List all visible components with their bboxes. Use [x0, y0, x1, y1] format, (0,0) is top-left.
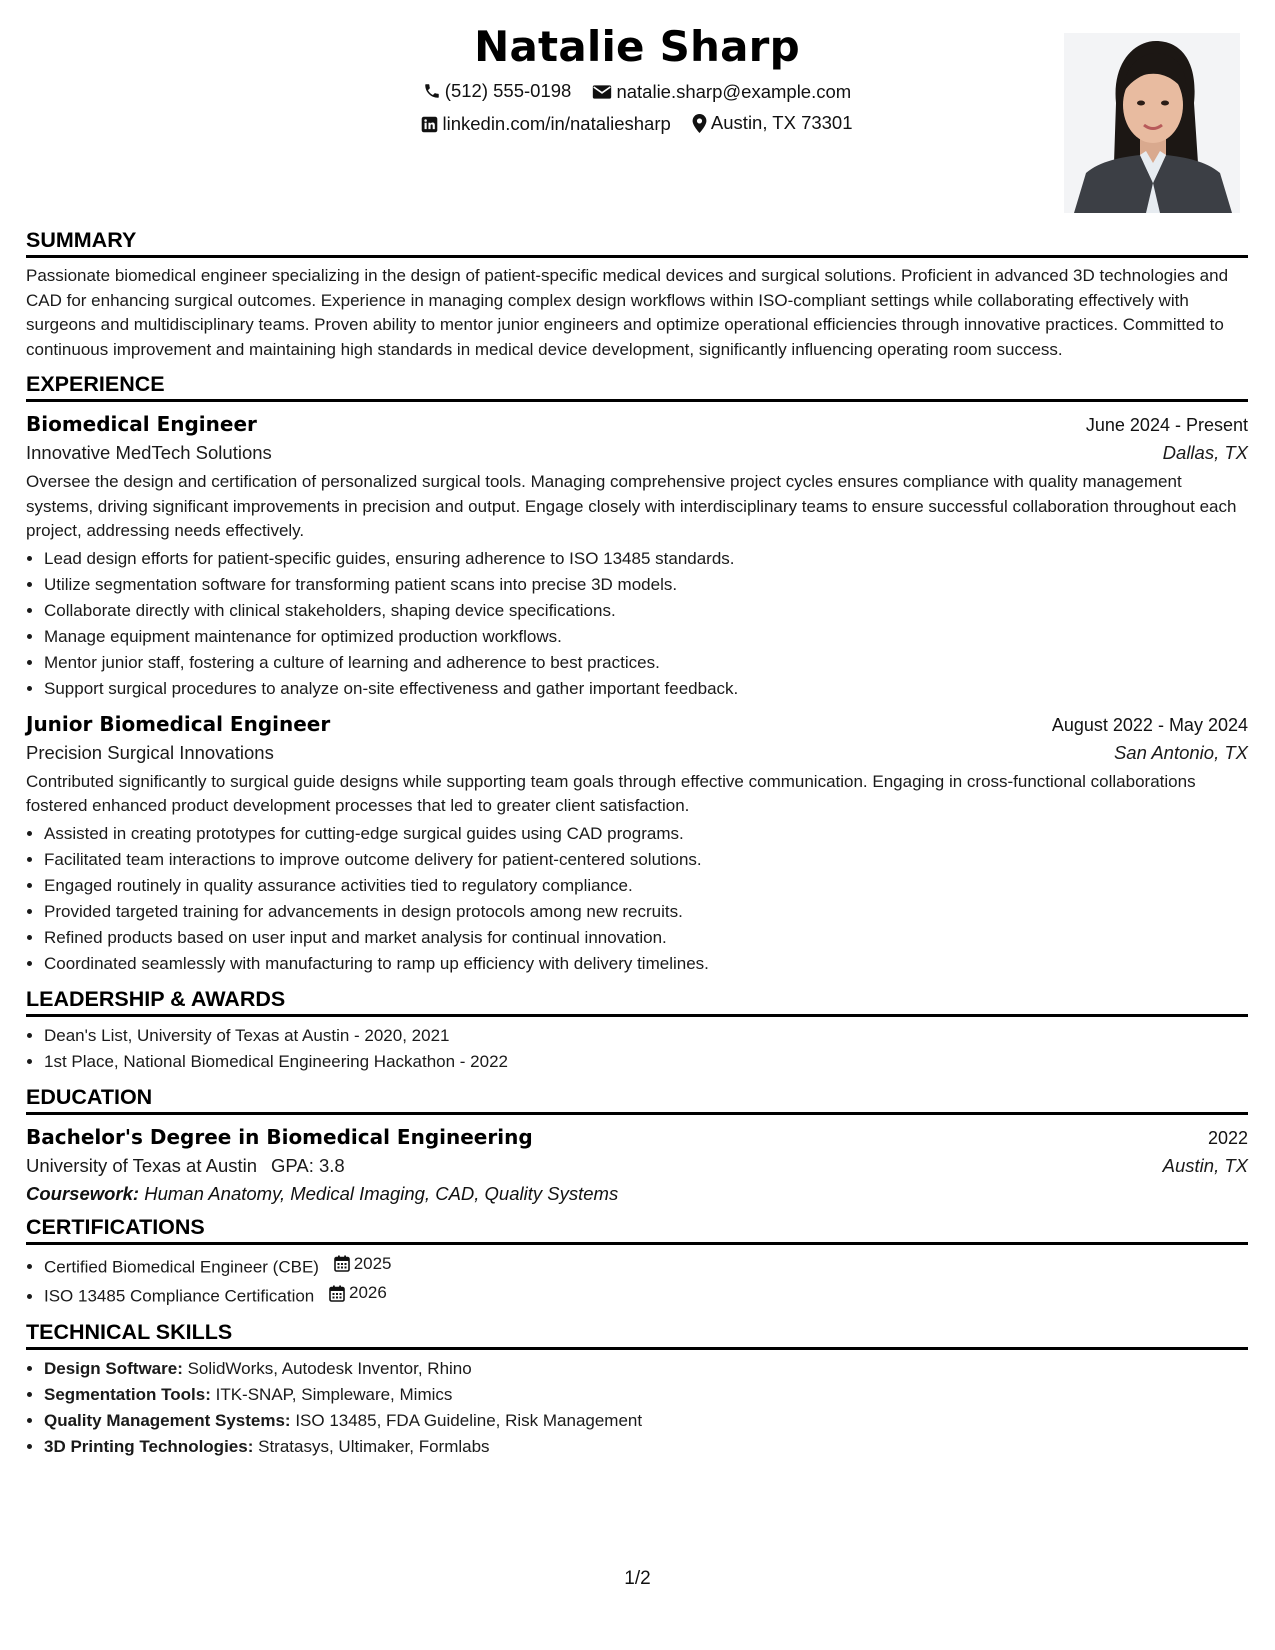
- list-item: • Facilitated team interactions to improve outcome delivery for patient-centered solutions.: [44, 847, 1248, 873]
- cert-year-text: 2026: [348, 1283, 387, 1302]
- job-bullets: [26, 821, 1248, 977]
- calendar-icon: [329, 1285, 345, 1302]
- list-item: • Lead design efforts for patient-specific guides, ensuring adherence to ISO 13485 standards.: [44, 546, 1248, 572]
- phone-icon: [423, 82, 441, 100]
- job-title: Junior Biomedical Engineer: [26, 711, 331, 736]
- cert-name: ISO 13485 Compliance Certification: [44, 1286, 315, 1306]
- company-name: Innovative MedTech Solutions: [26, 442, 272, 463]
- list-item: • Refined products based on user input and market analysis for continual innovation.: [44, 925, 1248, 951]
- skill-label: Segmentation Tools:: [44, 1384, 211, 1404]
- job-location: Dallas, TX: [1162, 442, 1248, 463]
- company-name: Precision Surgical Innovations: [26, 741, 274, 763]
- school-location: Austin, TX: [1162, 1154, 1248, 1176]
- candidate-name: Natalie Sharp: [474, 22, 800, 71]
- coursework-label: Coursework:: [26, 1182, 140, 1204]
- job-entry: [26, 712, 1248, 977]
- resume-page: [26, 20, 1248, 1460]
- skill-value: ITK-SNAP, Simpleware, Mimics: [215, 1384, 453, 1404]
- list-item: • Mentor junior staff, fostering a culture of learning and adherence to best practices.: [44, 650, 1248, 676]
- school-name: University of Texas at Austin: [26, 1154, 258, 1176]
- section-title: CERTIFICATIONS: [26, 1215, 1248, 1245]
- experience-section: [26, 372, 1248, 977]
- education-section: [26, 1085, 1248, 1205]
- school-line: [26, 1155, 345, 1177]
- envelope-icon: [592, 84, 612, 100]
- list-item: [44, 1280, 1248, 1310]
- linkedin-contact[interactable]: [421, 113, 670, 135]
- skill-label: Quality Management Systems:: [44, 1410, 291, 1430]
- job-description: Contributed significantly to surgical guide designs while supporting team goals through effective communication. Engaging in cross-functional collaborations fostered enhanced product development processes that led to greater client satisfaction.: [26, 771, 1196, 815]
- job-description: Oversee the design and certification of personalized surgical tools. Managing comprehensive project cycles ensures compliance with quality management systems, driving significant improvements in precision and output. Engage closely with interdisciplinary teams to ensure successful collaboration throughout each project, addressing needs effectively.: [26, 472, 1237, 540]
- list-item: [44, 1251, 1248, 1281]
- summary-section: [26, 228, 1248, 362]
- skills-list: [26, 1356, 1248, 1460]
- certifications-list: [26, 1251, 1248, 1310]
- page-number: 1/2: [624, 1568, 651, 1589]
- calendar-icon: [334, 1255, 350, 1272]
- list-item: [44, 1434, 1248, 1460]
- certifications-section: [26, 1215, 1248, 1310]
- section-title: EXPERIENCE: [26, 372, 1248, 402]
- section-title: LEADERSHIP & AWARDS: [26, 987, 1248, 1017]
- skill-value: SolidWorks, Autodesk Inventor, Rhino: [187, 1358, 472, 1378]
- section-title: EDUCATION: [26, 1085, 1248, 1115]
- cert-year-text: 2025: [353, 1253, 392, 1273]
- list-item: [44, 1382, 1248, 1408]
- linkedin-icon: [421, 116, 438, 133]
- leadership-section: [26, 987, 1248, 1075]
- awards-list: [26, 1023, 1248, 1075]
- phone-text: (512) 555-0198: [444, 80, 572, 101]
- list-item: • Coordinated seamlessly with manufacturing to ramp up efficiency with delivery timelines.: [44, 951, 1248, 977]
- skill-value: Stratasys, Ultimaker, Formlabs: [258, 1436, 490, 1456]
- graduation-year: 2022: [1207, 1127, 1248, 1148]
- list-item: • 1st Place, National Biomedical Engineering Hackathon - 2022: [44, 1049, 1248, 1075]
- list-item: • Provided targeted training for advancements in design protocols among new recruits.: [44, 899, 1248, 925]
- phone-contact: [423, 80, 572, 102]
- coursework-list: Human Anatomy, Medical Imaging, CAD, Quality Systems: [144, 1182, 619, 1204]
- email-link[interactable]: natalie.sharp@example.com: [616, 81, 852, 102]
- portrait-illustration: [1064, 33, 1240, 213]
- list-item: • Utilize segmentation software for transforming patient scans into precise 3D models.: [44, 572, 1248, 598]
- cert-year: [329, 1280, 387, 1306]
- skills-section: [26, 1320, 1248, 1460]
- skill-label: 3D Printing Technologies:: [44, 1436, 254, 1456]
- job-title: Biomedical Engineer: [26, 412, 257, 436]
- profile-photo: [1064, 33, 1240, 213]
- degree-title: Bachelor's Degree in Biomedical Engineering: [26, 1124, 533, 1149]
- section-title: TECHNICAL SKILLS: [26, 1320, 1248, 1350]
- list-item: [44, 1408, 1248, 1434]
- job-entry: [26, 412, 1248, 702]
- job-bullets: [26, 546, 1248, 702]
- summary-text: Passionate biomedical engineer specializing in the design of patient-specific medical devices and surgical solutions. Proficient in advanced 3D technologies and CAD for enhancing surgical outcomes. Experience in managing complex design workflows within ISO-compliant settings while collaborating effectively with surgeons and multidisciplinary teams. Proven ability to mentor junior engineers and optimize operational efficiencies through innovative practices. Committed to continuous improvement and maintaining high standards in medical device development, significantly influencing operating room success.: [26, 266, 1229, 359]
- linkedin-link[interactable]: linkedin.com/in/nataliesharp: [442, 113, 671, 134]
- location-text: Austin, TX 73301: [710, 112, 853, 133]
- list-item: • Engaged routinely in quality assurance activities tied to regulatory compliance.: [44, 873, 1248, 899]
- coursework: [26, 1183, 1248, 1205]
- resume-header: [26, 20, 1248, 218]
- section-title: SUMMARY: [26, 228, 1248, 258]
- job-date: August 2022 - May 2024: [1051, 714, 1248, 735]
- gpa: GPA: 3.8: [271, 1154, 345, 1176]
- skill-label: Design Software:: [44, 1358, 183, 1378]
- list-item: • Manage equipment maintenance for optimized production workflows.: [44, 624, 1248, 650]
- list-item: • Assisted in creating prototypes for cutting-edge surgical guides using CAD programs.: [44, 821, 1248, 847]
- cert-year: [334, 1251, 392, 1277]
- location-contact: [692, 112, 853, 134]
- list-item: [44, 1356, 1248, 1382]
- list-item: • Support surgical procedures to analyze on-site effectiveness and gather important feedback.: [44, 676, 1248, 702]
- skill-value: ISO 13485, FDA Guideline, Risk Management: [295, 1410, 643, 1430]
- email-contact[interactable]: [592, 81, 851, 103]
- list-item: • Collaborate directly with clinical stakeholders, shaping device specifications.: [44, 598, 1248, 624]
- cert-name: Certified Biomedical Engineer (CBE): [44, 1257, 319, 1276]
- map-pin-icon: [692, 114, 707, 133]
- list-item: • Dean's List, University of Texas at Austin - 2020, 2021: [44, 1023, 1248, 1049]
- job-date: June 2024 - Present: [1085, 415, 1248, 435]
- job-location: San Antonio, TX: [1113, 741, 1248, 763]
